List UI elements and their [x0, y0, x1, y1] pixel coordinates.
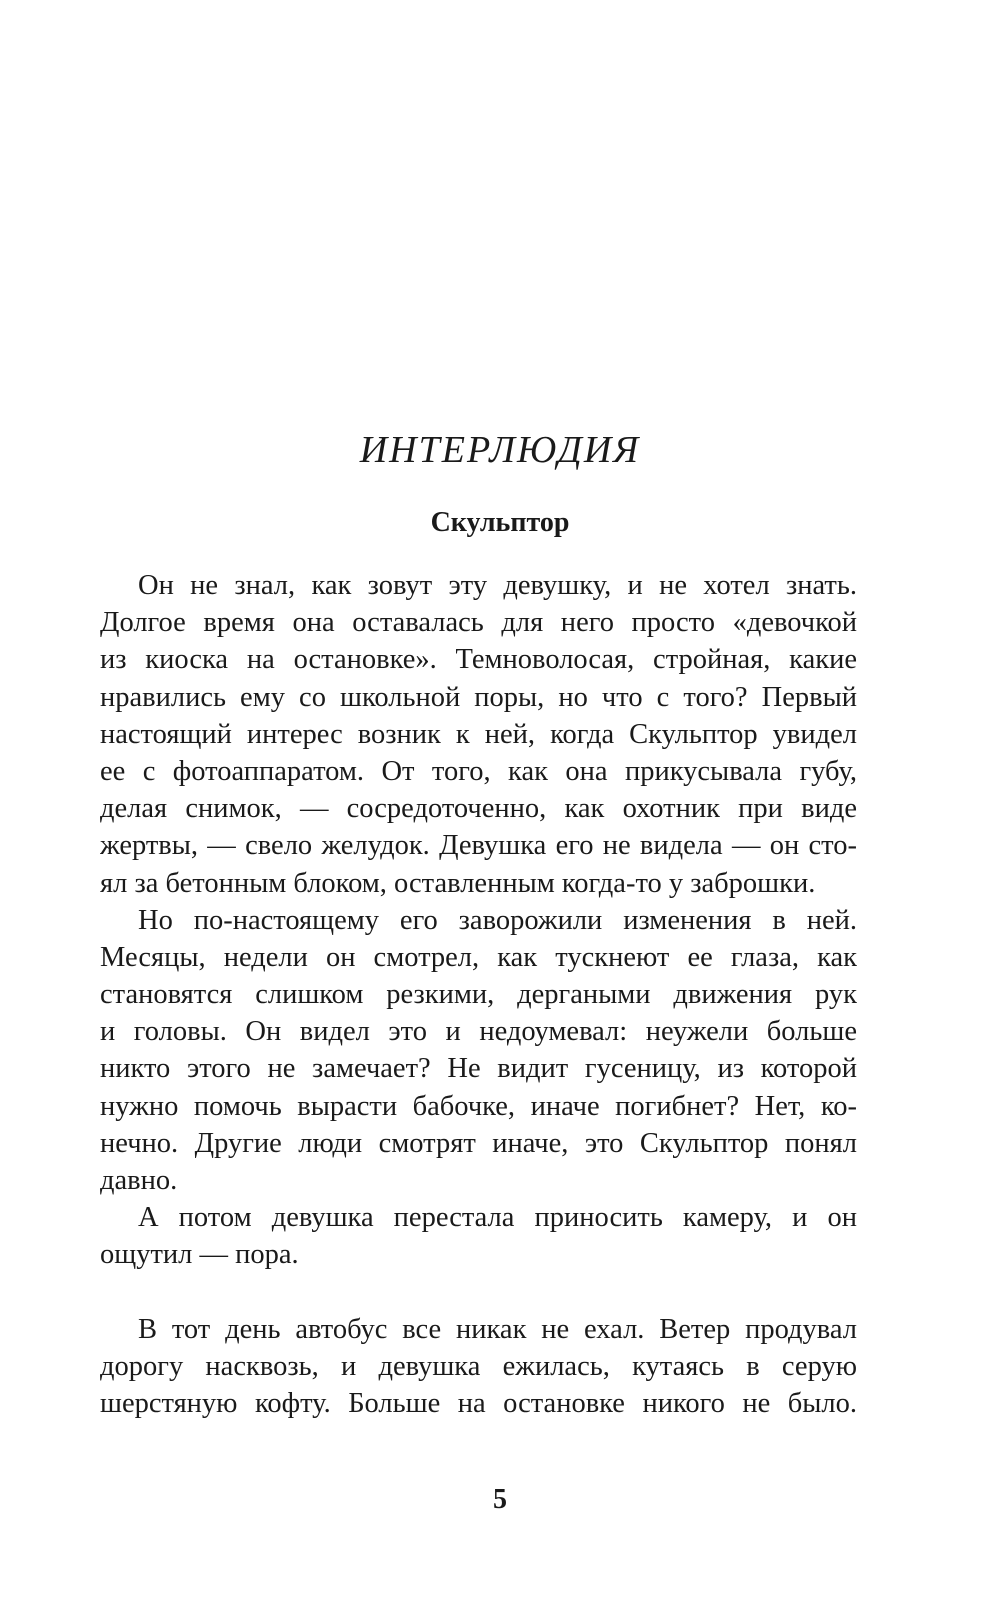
- text-line: Долгое время она оставалась для него просто «девочкой: [100, 607, 857, 639]
- text-line: Он не знал, как зовут эту девушку, и не хотел знать.: [138, 570, 857, 601]
- text-line: нечно. Другие люди смотрят иначе, это Скульптор понял: [100, 1127, 857, 1159]
- text-line: нужно помочь вырасти бабочке, иначе погибнет? Нет, ко-: [100, 1090, 857, 1122]
- text-line: ял за бетонным блоком, оставленным когда-то у заброшки.: [100, 867, 816, 899]
- text-line: Месяцы, недели он смотрел, как тускнеют ее глаза, как: [100, 941, 857, 973]
- text-line: делая снимок, — сосредоточенно, как охотник при виде: [100, 793, 857, 825]
- text-line: нравились ему со школьной поры, но что с того? Первый: [100, 681, 857, 713]
- text-line: шерстяную кофту. Больше на остановке никого не было.: [100, 1388, 857, 1420]
- text-line: становятся слишком резкими, дергаными движения рук: [100, 979, 857, 1011]
- text-line: давно.: [100, 1165, 178, 1196]
- text-line: Но по-настоящему его заворожили изменения в ней.: [138, 904, 857, 936]
- text-line: В тот день автобус все никак не ехал. Ветер продувал: [138, 1313, 857, 1345]
- text-line: ее с фотоаппаратом. От того, как она прикусывала губу,: [100, 755, 857, 787]
- text-line: жертвы, — свело желудок. Девушка его не видела — он сто-: [100, 830, 857, 862]
- text-line: никто этого не замечает? Не видит гусеницу, из которой: [100, 1053, 857, 1085]
- section-subtitle: Скульптор: [430, 507, 570, 538]
- page-number: 5: [493, 1484, 507, 1515]
- body-text: [100, 567, 857, 1422]
- text-line: настоящий интерес возник к ней, когда Скульптор увидел: [100, 718, 857, 750]
- paragraph-3: [100, 1199, 857, 1273]
- text-line: дорогу насквозь, и девушка ежилась, кутаясь в серую: [100, 1350, 857, 1382]
- paragraph-2: [100, 902, 857, 1200]
- paragraph-4: [100, 1311, 857, 1423]
- section-break: [100, 1274, 857, 1311]
- text-line: и головы. Он видел это и недоумевал: неужели больше: [100, 1016, 857, 1048]
- text-line: из киоска на остановке». Темноволосая, стройная, какие: [100, 644, 857, 676]
- text-line: А потом девушка перестала приносить камеру, и он: [138, 1202, 857, 1234]
- text-line: ощутил — пора.: [100, 1239, 299, 1271]
- paragraph-1: [100, 567, 857, 902]
- chapter-title: ИНТЕРЛЮДИЯ: [359, 429, 641, 471]
